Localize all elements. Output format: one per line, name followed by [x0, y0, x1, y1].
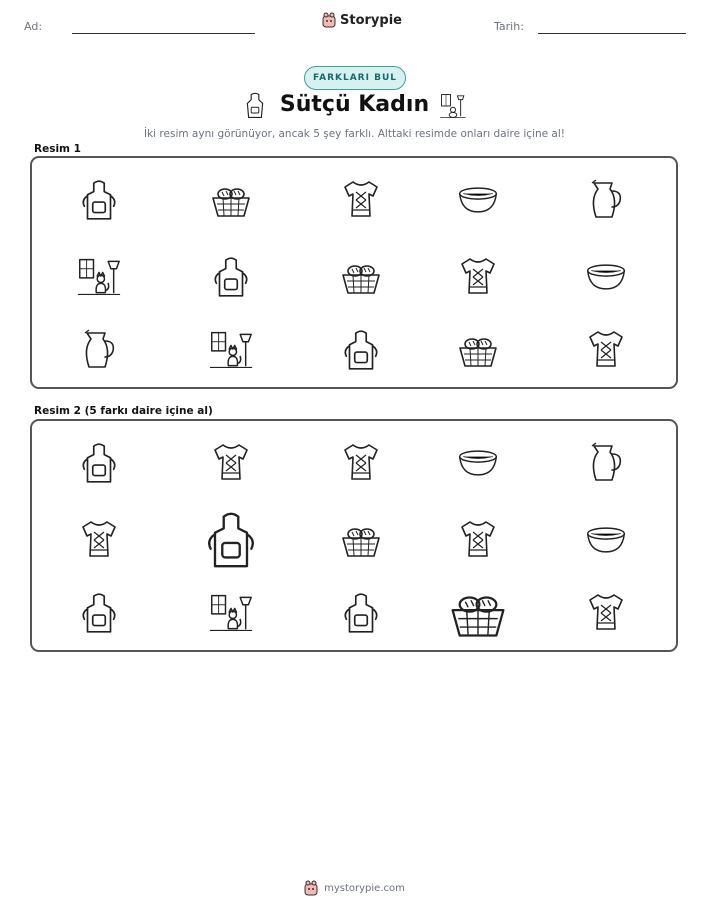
picture2-frame	[30, 419, 678, 652]
date-label: Tarih:	[494, 20, 524, 33]
bowl-icon[interactable]	[584, 254, 628, 300]
dress-icon[interactable]	[584, 590, 628, 636]
apron-icon[interactable]	[339, 590, 383, 636]
milk-jug-icon[interactable]	[584, 177, 628, 223]
dress-icon[interactable]	[339, 440, 383, 486]
apron-icon[interactable]	[77, 590, 121, 636]
bread-basket-icon[interactable]	[456, 327, 500, 373]
bowl-icon[interactable]	[456, 177, 500, 223]
storypie-logo-icon	[322, 12, 336, 28]
dress-icon[interactable]	[456, 517, 500, 563]
name-line[interactable]	[72, 33, 255, 34]
dress-icon[interactable]	[584, 327, 628, 373]
milk-jug-icon[interactable]	[77, 327, 121, 373]
apron-icon[interactable]	[209, 254, 253, 300]
apron-icon[interactable]	[339, 327, 383, 373]
picture1-frame	[30, 156, 678, 389]
dress-icon[interactable]	[209, 440, 253, 486]
page-title: Sütçü Kadın	[279, 92, 430, 117]
bread-basket-icon[interactable]	[447, 581, 509, 645]
dress-icon[interactable]	[456, 254, 500, 300]
footer-site: mystorypie.com	[324, 882, 405, 894]
bread-basket-icon[interactable]	[339, 517, 383, 563]
brand	[322, 12, 402, 28]
date-line[interactable]	[538, 33, 686, 34]
apron-icon[interactable]	[77, 440, 121, 486]
cat-room-icon[interactable]	[77, 254, 121, 300]
bowl-icon[interactable]	[584, 517, 628, 563]
worksheet-badge: FARKLARI BUL	[304, 66, 406, 90]
bowl-icon[interactable]	[456, 440, 500, 486]
brand-name: Storypie	[340, 12, 402, 28]
bread-basket-icon[interactable]	[339, 254, 383, 300]
apron-icon[interactable]	[77, 177, 121, 223]
cat-room-icon[interactable]	[209, 327, 253, 373]
bread-basket-icon[interactable]	[209, 177, 253, 223]
footer	[0, 880, 709, 896]
picture1-label: Resim 1	[34, 143, 81, 155]
dress-icon[interactable]	[77, 517, 121, 563]
cat-room-icon[interactable]	[209, 590, 253, 636]
apron-icon[interactable]	[200, 508, 262, 572]
cat-room-icon	[440, 92, 466, 120]
dress-icon[interactable]	[339, 177, 383, 223]
name-label: Ad:	[24, 20, 43, 33]
instructions: İki resim aynı görünüyor, ancak 5 şey farklı. Alttaki resimde onları daire içine al!	[144, 128, 565, 140]
storypie-logo-icon	[304, 880, 318, 896]
milk-jug-icon[interactable]	[584, 440, 628, 486]
picture2-label: Resim 2 (5 farkı daire içine al)	[34, 405, 213, 417]
